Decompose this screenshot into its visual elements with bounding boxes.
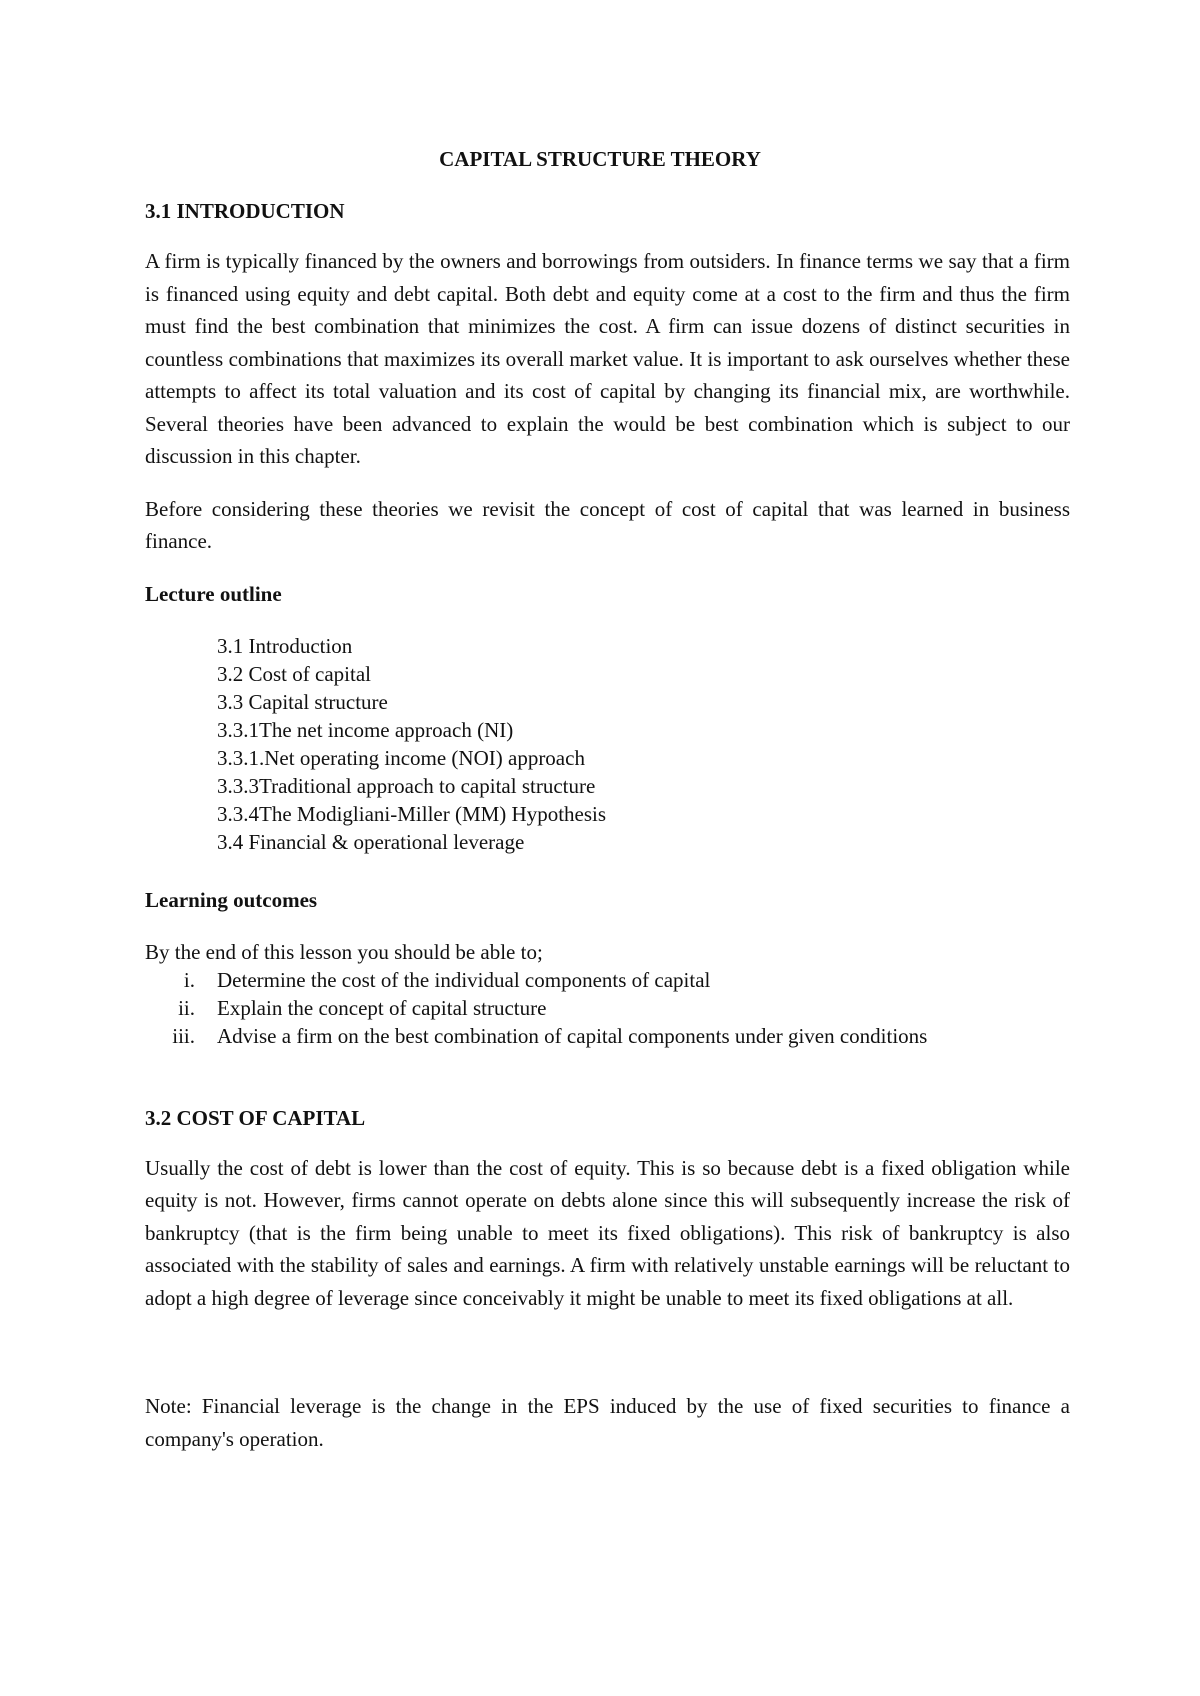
outline-item: 3.3.4The Modigliani-Miller (MM) Hypothesis bbox=[217, 801, 607, 826]
intro-paragraph-1: A firm is typically financed by the owners and borrowings from outsiders. In finance terms we say that a firm is financed using equity and debt capital. Both debt and equity come at a cost to the firm and thus the firm must find the best combination that minimizes the cost. A firm can issue dozens of distinct securities in countless combinations that maximizes its overall market value. It is important to ask ourselves whether these attempts to affect its total valuation and its cost of capital by changing its financial mix, are worthwhile. Several theories have been advanced to explain the would be best combination which is subject to our discussion in this chapter. bbox=[145, 249, 1070, 468]
cost-of-capital-paragraph: Usually the cost of debt is lower than the cost of equity. This is so because debt is a fixed obligation while equity is not. However, firms cannot operate on debts alone since this will subsequently increase the risk of bankruptcy (that is the firm being unable to meet its fixed obligations). This risk of bankruptcy is also associated with the stability of sales and earnings. A firm with relatively unstable earnings will be reluctant to adopt a high degree of leverage since conceivably it might be unable to meet its fixed obligations at all. bbox=[145, 1155, 1070, 1310]
outline-item: 3.4 Financial & operational leverage bbox=[217, 829, 525, 854]
section-heading-introduction: 3.1 INTRODUCTION bbox=[145, 199, 345, 223]
intro-paragraph-2: Before considering these theories we revisit the concept of cost of capital that was learned in business finance. bbox=[145, 496, 1070, 553]
learning-outcomes-list bbox=[145, 966, 1070, 1050]
learning-outcomes-intro: By the end of this lesson you should be able to; bbox=[145, 939, 543, 964]
lecture-outline-list bbox=[145, 632, 1070, 856]
outline-item: 3.3 Capital structure bbox=[217, 689, 388, 714]
outline-item: 3.3.3Traditional approach to capital structure bbox=[217, 773, 596, 798]
outline-item: 3.3.1.Net operating income (NOI) approach bbox=[217, 745, 585, 770]
outcome-text: Explain the concept of capital structure bbox=[217, 995, 547, 1020]
outcome-item bbox=[145, 994, 1070, 1022]
outcome-text: Determine the cost of the individual components of capital bbox=[217, 967, 711, 992]
outline-item: 3.2 Cost of capital bbox=[217, 661, 371, 686]
outcome-number: i. bbox=[183, 967, 195, 992]
outline-item: 3.3.1The net income approach (NI) bbox=[217, 717, 514, 742]
outline-item: 3.1 Introduction bbox=[217, 633, 353, 658]
section-heading-cost-of-capital: 3.2 COST OF CAPITAL bbox=[145, 1105, 366, 1130]
lecture-outline-heading: Lecture outline bbox=[145, 581, 282, 606]
outcome-number: iii. bbox=[172, 1023, 195, 1048]
learning-outcomes-heading: Learning outcomes bbox=[145, 887, 318, 912]
spacer bbox=[145, 1334, 1070, 1390]
outcome-item bbox=[145, 966, 1070, 994]
note-paragraph: Note: Financial leverage is the change in the EPS induced by the use of fixed securities to finance a company's operation. bbox=[145, 1394, 1070, 1451]
outcome-number: ii. bbox=[178, 995, 195, 1020]
document-title: CAPITAL STRUCTURE THEORY bbox=[439, 147, 761, 171]
outcome-text: Advise a firm on the best combination of capital components under given conditions bbox=[217, 1023, 928, 1048]
outcome-item bbox=[145, 1022, 1070, 1050]
